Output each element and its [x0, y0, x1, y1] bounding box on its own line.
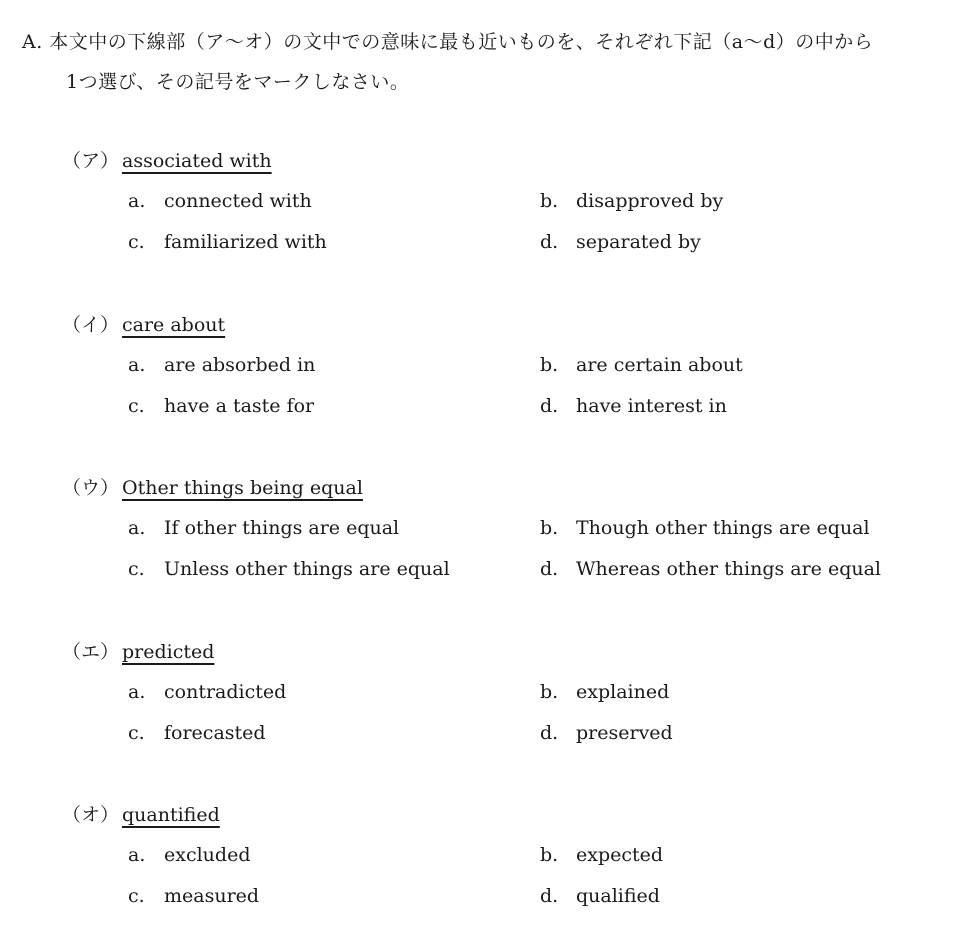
option-text: Unless other things are equal	[164, 558, 450, 580]
question-term: Other things being equal	[122, 477, 363, 499]
option-letter: a.	[128, 844, 146, 866]
question-u	[62, 468, 942, 580]
option-text: expected	[576, 844, 664, 866]
question-header	[62, 141, 942, 181]
option-text: forecasted	[164, 722, 266, 744]
question-header	[62, 305, 942, 345]
option-letter: d.	[540, 231, 559, 253]
option-letter: b.	[540, 517, 559, 539]
option-c[interactable]	[128, 222, 327, 262]
option-d[interactable]	[540, 386, 727, 426]
option-letter: a.	[128, 517, 146, 539]
option-c[interactable]	[128, 713, 266, 753]
option-text: Though other things are equal	[576, 517, 870, 539]
option-a[interactable]	[128, 181, 312, 221]
question-marker: （エ）	[62, 641, 120, 663]
option-c[interactable]	[128, 386, 314, 426]
option-letter: d.	[540, 722, 559, 744]
option-d[interactable]	[540, 713, 673, 753]
option-text: preserved	[576, 722, 673, 744]
option-text: contradicted	[164, 681, 287, 703]
option-text: familiarized with	[164, 231, 327, 253]
option-letter: b.	[540, 844, 559, 866]
question-term: quantified	[122, 804, 220, 826]
option-text: Whereas other things are equal	[576, 558, 882, 580]
option-letter: d.	[540, 395, 559, 417]
option-text: explained	[576, 681, 670, 703]
question-marker: （ウ）	[62, 477, 120, 499]
question-term: care about	[122, 314, 226, 336]
question-e	[62, 632, 942, 744]
option-b[interactable]	[540, 181, 723, 221]
question-header	[62, 632, 942, 672]
option-text: are absorbed in	[164, 354, 316, 376]
instruction-line-1: A. 本文中の下線部（ア～オ）の文中での意味に最も近いものを、それぞれ下記（a～d）の中から	[22, 31, 874, 53]
option-letter: d.	[540, 558, 559, 580]
instruction-line-2: 1つ選び、その記号をマークしなさい。	[66, 71, 410, 93]
question-marker: （オ）	[62, 804, 120, 826]
option-b[interactable]	[540, 672, 669, 712]
question-header	[62, 795, 942, 835]
option-text: disapproved by	[576, 190, 724, 212]
option-text: qualified	[576, 885, 660, 907]
option-text: If other things are equal	[164, 517, 400, 539]
option-d[interactable]	[540, 222, 701, 262]
option-letter: a.	[128, 354, 146, 376]
option-a[interactable]	[128, 345, 315, 385]
question-o	[62, 795, 942, 907]
option-letter: c.	[128, 395, 145, 417]
option-letter: c.	[128, 558, 145, 580]
option-text: have interest in	[576, 395, 727, 417]
option-c[interactable]	[128, 549, 450, 589]
question-header	[62, 468, 942, 508]
option-b[interactable]	[540, 508, 870, 548]
option-b[interactable]	[540, 345, 743, 385]
option-b[interactable]	[540, 835, 663, 875]
option-letter: a.	[128, 681, 146, 703]
option-letter: b.	[540, 190, 559, 212]
option-letter: c.	[128, 722, 145, 744]
question-term: associated with	[122, 150, 272, 172]
question-marker: （ア）	[62, 150, 120, 172]
instruction-text	[22, 22, 947, 102]
option-letter: b.	[540, 354, 559, 376]
option-letter: a.	[128, 190, 146, 212]
option-c[interactable]	[128, 876, 259, 916]
question-marker: （イ）	[62, 314, 120, 336]
option-letter: c.	[128, 885, 145, 907]
option-a[interactable]	[128, 672, 286, 712]
option-letter: b.	[540, 681, 559, 703]
option-letter: c.	[128, 231, 145, 253]
question-i	[62, 305, 942, 417]
question-a	[62, 141, 942, 253]
option-a[interactable]	[128, 508, 399, 548]
option-text: separated by	[576, 231, 701, 253]
option-d[interactable]	[540, 876, 660, 916]
option-a[interactable]	[128, 835, 250, 875]
option-letter: d.	[540, 885, 559, 907]
question-term: predicted	[122, 641, 215, 663]
option-text: have a taste for	[164, 395, 315, 417]
option-text: measured	[164, 885, 260, 907]
option-text: excluded	[164, 844, 251, 866]
option-d[interactable]	[540, 549, 881, 589]
option-text: are certain about	[576, 354, 743, 376]
option-text: connected with	[164, 190, 312, 212]
